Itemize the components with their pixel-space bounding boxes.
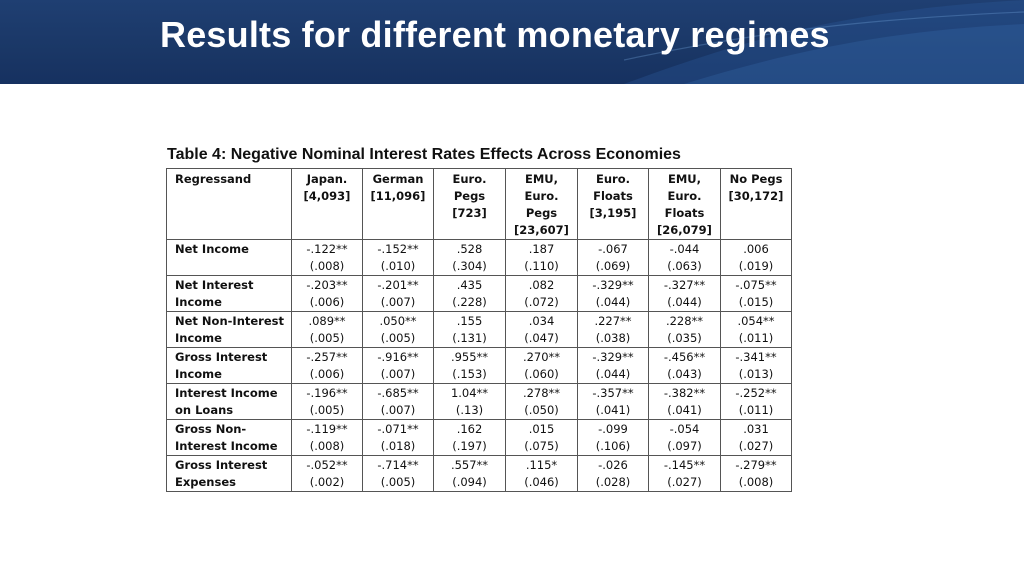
table-cell — [506, 384, 578, 420]
table-cell-line: .162 — [456, 422, 483, 436]
column-header — [721, 169, 792, 240]
table-cell-line: (.072) — [524, 295, 559, 309]
table-cell — [578, 312, 649, 348]
table-cell-line: (.153) — [452, 367, 487, 381]
table-cell — [721, 312, 792, 348]
table-cell-line: (.047) — [524, 331, 559, 345]
table-cell — [649, 276, 721, 312]
table-cell — [363, 456, 434, 492]
table-body — [167, 240, 792, 492]
row-label-line: Gross Interest — [175, 350, 268, 364]
table-cell-line: -.685** — [377, 386, 419, 400]
column-header-line: Regressand — [175, 172, 252, 186]
table-cell-line: -.196** — [306, 386, 348, 400]
column-header-line: Floats — [593, 189, 633, 203]
table-cell-line: -.067 — [598, 242, 628, 256]
table-row — [167, 384, 792, 420]
table-cell-line: .270** — [522, 350, 561, 364]
table-cell — [434, 312, 506, 348]
table-cell-line: .227** — [594, 314, 632, 328]
table-cell — [649, 348, 721, 384]
table-cell — [292, 348, 363, 384]
table-cell — [506, 240, 578, 276]
column-header-line: Japan. — [306, 172, 348, 186]
row-label — [167, 276, 292, 312]
table-cell — [506, 348, 578, 384]
table-cell-line: (.043) — [667, 367, 702, 381]
table-cell — [649, 384, 721, 420]
table-cell — [721, 420, 792, 456]
table-cell-line: -.071** — [377, 422, 419, 436]
row-label — [167, 384, 292, 420]
table-cell-line: (.044) — [667, 295, 702, 309]
column-header-line: [23,607] — [514, 223, 569, 237]
table-cell — [363, 348, 434, 384]
table-cell — [506, 312, 578, 348]
table-cell — [506, 456, 578, 492]
column-header-line: Euro. — [452, 172, 487, 186]
column-header-line: Pegs — [453, 189, 486, 203]
table-cell-line: -.329** — [592, 350, 634, 364]
table-cell-line: -.916** — [377, 350, 419, 364]
table-cell-line: (.044) — [595, 295, 631, 309]
table-cell — [578, 240, 649, 276]
table-cell-line: -.201** — [377, 278, 419, 292]
row-label — [167, 456, 292, 492]
table-cell-line: .034 — [528, 314, 555, 328]
table-cell-line: (.011) — [738, 331, 774, 345]
table-cell — [363, 240, 434, 276]
row-label-line: Interest Income — [175, 439, 278, 453]
table-cell-line: (.060) — [524, 367, 559, 381]
table-cell — [363, 312, 434, 348]
table-cell-line: (.007) — [380, 403, 416, 417]
table-cell-line: -.075** — [735, 278, 777, 292]
table-cell — [578, 348, 649, 384]
row-label-line: Net Interest — [175, 278, 254, 292]
table-cell-line: (.007) — [380, 367, 416, 381]
table-cell-line: -.145** — [663, 458, 706, 472]
table-cell-line: (.197) — [452, 439, 487, 453]
column-header-line: EMU, — [667, 172, 701, 186]
table-cell — [292, 384, 363, 420]
table-cell-line: -.044 — [669, 242, 700, 256]
table-cell-line: (.075) — [524, 439, 559, 453]
table-cell-line: .557** — [450, 458, 489, 472]
column-header-line: German — [372, 172, 424, 186]
table-cell-line: (.010) — [380, 259, 416, 273]
table-cell — [434, 276, 506, 312]
table-cell-line: (.063) — [667, 259, 702, 273]
page-title: Results for different monetary regimes — [160, 14, 830, 55]
table-cell-line: -.329** — [592, 278, 634, 292]
table-cell — [649, 456, 721, 492]
column-header-line: [723] — [452, 206, 487, 220]
row-label — [167, 240, 292, 276]
table-cell-line: .054** — [737, 314, 775, 328]
table-cell-line: .435 — [456, 278, 483, 292]
table-cell-line: (.019) — [738, 259, 774, 273]
table-cell-line: .155 — [456, 314, 483, 328]
table-cell — [292, 276, 363, 312]
row-label-line: Gross Non- — [175, 422, 247, 436]
table-cell — [721, 240, 792, 276]
table-cell-line: (.008) — [309, 259, 345, 273]
column-header-line: [30,172] — [728, 189, 784, 203]
table-cell-line: -.252** — [735, 386, 777, 400]
table-cell-line: (.002) — [309, 475, 345, 489]
table-cell-line: (.304) — [452, 259, 487, 273]
title-banner — [0, 0, 1024, 84]
table-cell-line: -.026 — [598, 458, 628, 472]
table-cell-line: -.279** — [735, 458, 777, 472]
table-cell-line: -.054 — [669, 422, 700, 436]
table-cell-line: (.13) — [455, 403, 484, 417]
column-header-line: Euro. — [596, 172, 630, 186]
table-cell-line: (.006) — [309, 295, 345, 309]
table-cell-line: (.028) — [595, 475, 631, 489]
table-cell-line: -.099 — [598, 422, 628, 436]
table-cell-line: -.257** — [306, 350, 348, 364]
column-header-line: Floats — [664, 206, 705, 220]
column-header — [649, 169, 721, 240]
column-header-line: [11,096] — [370, 189, 426, 203]
table-cell-line: (.006) — [309, 367, 345, 381]
table-row — [167, 312, 792, 348]
table-cell-line: (.110) — [524, 259, 559, 273]
table-cell-line: (.131) — [452, 331, 487, 345]
column-header-line: Euro. — [524, 189, 559, 203]
row-label-line: Expenses — [175, 475, 236, 489]
table-cell-line: -.152** — [377, 242, 419, 256]
table-cell-line: (.069) — [595, 259, 631, 273]
table-cell-line: (.007) — [380, 295, 416, 309]
table-cell-line: (.050) — [524, 403, 559, 417]
table-cell-line: (.005) — [309, 403, 345, 417]
table-cell — [434, 420, 506, 456]
table-cell-line: .082 — [528, 278, 555, 292]
table-row — [167, 276, 792, 312]
table-cell-line: (.038) — [595, 331, 631, 345]
row-label-line: Income — [175, 367, 222, 381]
table-cell-line: (.018) — [380, 439, 416, 453]
table-cell-line: (.015) — [738, 295, 774, 309]
table-cell — [506, 420, 578, 456]
table-cell — [292, 456, 363, 492]
table-cell-line: .006 — [743, 242, 769, 256]
table-cell-line: 1.04** — [450, 386, 489, 400]
column-header-line: [3,195] — [589, 206, 637, 220]
row-label-line: on Loans — [175, 403, 234, 417]
table-cell-line: .528 — [456, 242, 483, 256]
table-cell — [506, 276, 578, 312]
table-cell-line: .115* — [525, 458, 558, 472]
table-row — [167, 420, 792, 456]
table-cell — [292, 420, 363, 456]
results-table — [166, 168, 792, 492]
table-cell-line: -.341** — [735, 350, 777, 364]
column-header — [506, 169, 578, 240]
table-cell — [721, 456, 792, 492]
column-header — [363, 169, 434, 240]
column-header — [578, 169, 649, 240]
table-cell-line: (.008) — [309, 439, 345, 453]
table-cell-line: .228** — [665, 314, 704, 328]
table-cell-line: .015 — [528, 422, 555, 436]
table-cell-line: (.041) — [667, 403, 702, 417]
column-header — [292, 169, 363, 240]
column-header — [434, 169, 506, 240]
table-row — [167, 348, 792, 384]
column-header-line: Euro. — [667, 189, 702, 203]
table-cell-line: .050** — [379, 314, 417, 328]
table-cell-line: (.106) — [595, 439, 631, 453]
row-label — [167, 312, 292, 348]
table-cell-line: (.046) — [524, 475, 559, 489]
row-label-line: Income — [175, 331, 222, 345]
table-cell — [363, 384, 434, 420]
row-label-line: Gross Interest — [175, 458, 268, 472]
table-cell-line: .031 — [743, 422, 769, 436]
table-cell — [434, 348, 506, 384]
table-cell-line: (.011) — [738, 403, 774, 417]
table-cell — [292, 240, 363, 276]
table-cell-line: .089** — [308, 314, 346, 328]
table-cell — [434, 456, 506, 492]
row-label — [167, 348, 292, 384]
table-cell — [363, 420, 434, 456]
table-cell-line: (.013) — [738, 367, 774, 381]
row-label-line: Net Non-Interest — [175, 314, 284, 328]
table-cell — [434, 384, 506, 420]
table-cell — [578, 456, 649, 492]
table-cell-line: (.027) — [738, 439, 774, 453]
column-header-line: No Pegs — [729, 172, 783, 186]
table-cell — [434, 240, 506, 276]
table-cell-line: (.041) — [595, 403, 631, 417]
table-cell — [649, 420, 721, 456]
table-cell-line: -.714** — [377, 458, 419, 472]
table-cell-line: (.005) — [380, 475, 416, 489]
table-cell-line: (.005) — [309, 331, 345, 345]
column-header-line: EMU, — [524, 172, 558, 186]
table-cell-line: -.122** — [306, 242, 348, 256]
table-row — [167, 456, 792, 492]
table-cell-line: (.008) — [738, 475, 774, 489]
table-cell-line: .187 — [528, 242, 555, 256]
table-cell — [721, 348, 792, 384]
column-header-line: [4,093] — [303, 189, 351, 203]
table-cell — [578, 420, 649, 456]
table-cell — [721, 384, 792, 420]
table-cell-line: (.027) — [667, 475, 702, 489]
table-cell-line: -.382** — [663, 386, 706, 400]
table-row — [167, 240, 792, 276]
table-cell-line: (.044) — [595, 367, 631, 381]
table-cell-line: (.035) — [667, 331, 702, 345]
table-cell-line: -.456** — [663, 350, 706, 364]
table-cell-line: (.094) — [452, 475, 487, 489]
table-cell-line: -.327** — [663, 278, 706, 292]
table-cell — [292, 312, 363, 348]
row-label-line: Income — [175, 295, 222, 309]
row-label-line: Net Income — [175, 242, 249, 256]
table-cell-line: .955** — [450, 350, 489, 364]
table-cell — [721, 276, 792, 312]
table-cell — [649, 312, 721, 348]
column-header-line: [26,079] — [657, 223, 712, 237]
table-cell-line: -.357** — [592, 386, 634, 400]
table-cell — [578, 276, 649, 312]
table-cell-line: -.203** — [306, 278, 348, 292]
table-cell-line: (.097) — [667, 439, 702, 453]
row-label-line: Interest Income — [175, 386, 278, 400]
table-cell-line: -.052** — [306, 458, 348, 472]
column-header-line: Pegs — [525, 206, 558, 220]
table-cell-line: (.228) — [452, 295, 487, 309]
table-cell-line: (.005) — [380, 331, 416, 345]
table-cell — [649, 240, 721, 276]
table-header-row — [167, 169, 792, 240]
table-caption: Table 4: Negative Nominal Interest Rates Effects Across Economies — [167, 146, 681, 163]
table-cell-line: -.119** — [306, 422, 348, 436]
row-label — [167, 420, 292, 456]
column-header-regressand — [167, 169, 292, 240]
table-cell — [578, 384, 649, 420]
table-cell — [363, 276, 434, 312]
table-cell-line: .278** — [522, 386, 561, 400]
